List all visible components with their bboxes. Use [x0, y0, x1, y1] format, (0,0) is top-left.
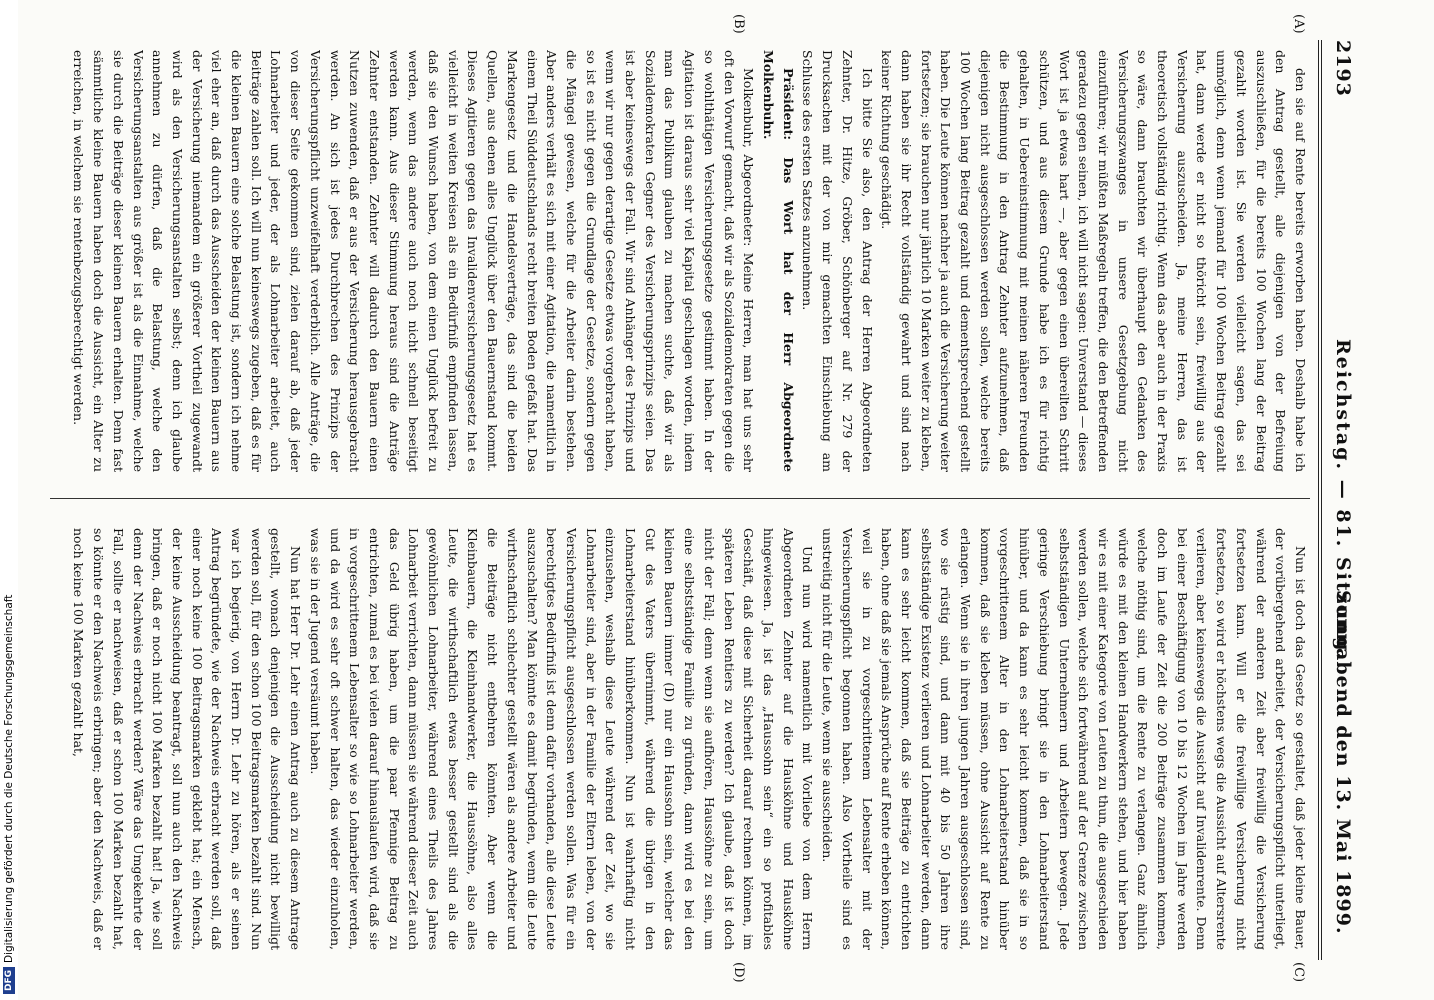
scanned-page: [18, 0, 1434, 1000]
margin-marker-c: (C): [1291, 962, 1306, 983]
digitization-notice: [0, 0, 18, 1000]
dfg-logo: DFG: [3, 967, 15, 994]
paragraph: Molkenbuhr, Abgeordneter: Meine Herren, man hat uns sehr oft den Vorwurf gemacht, daß wir als Sozialdemokraten gegen die so wohlthätigen Versicherungsgesetze gestimmt haben. In der Agitation ist daraus sehr viel Kapital geschlagen worden, indem man das Publikum glauben zu machen suchte, daß wir als Sozialdemokraten Gegner des Versicherungsprinzips seien. Das ist aber keineswegs der Fall. Wir sind Anhänger des Prinzips und wenn wir nur gegen derartige Gesetze etwas vorgebracht haben, so ist es nicht gegen die Grundlage der Gesetze, sondern gegen die Mängel gewesen, welche für die Arbeiter darin bestehen. Aber anders verhält es sich mit einer Agitation, die namentlich in einem Theil Süddeutschlands recht breiten Boden gefaßt hat. Das Markengesetz und die Handelsverträge, das sind die beiden Quellen, aus denen alles Unglück über den Bauernstand kommt. Dieses Agitieren gegen das Invalidenversicherungsgesetz hat es vielleicht in weiten Kreisen als ein Bedürfniß empfinden lassen, daß sie den Wunsch haben, von dem einen Unglück befreit zu werden, wenn das andere auch noch nicht schnell beseitigt werden kann. Aus dieser Stimmung heraus sind die Anträge Zehnter entstanden. Zehnter will dadurch den Bauern einen Nutzen zuwenden, daß er aus der Versicherung herausgebracht werden. An sich ist jedes Durchbrechen des Prinzips der Versicherungspflicht unzweifelhaft verderblich. Alle Anträge, die von dieser Seite gekommen sind, zielen darauf ab, daß jeder Lohnarbeiter und jeder, der als Lohnarbeiter arbeitet, auch Beiträge zahlen soll. Ich will nun keineswegs zugeben, daß es für die kleinen Bauern eine solche Belastung ist, sondern ich nehme viel eher an, daß durch das Ausscheiden der kleinen Bauern aus der Versicherung niemandem ein größerer Vortheil zugewandt wird als den Versicherungsanstalten selbst; denn ich glaube annehmen zu dürfen, daß die Belastung, welche den Versicherungsanstalten aus größer ist als die Einnahme, welche sie durch die Beiträge dieser kleinen Bauern erhalten. Denn fast sämmtliche kleine Bauern haben doch die Aussicht, ein Alter zu erreichen, in welchem sie rentenbezugsberechtigt werden.: [71, 50, 757, 472]
paragraph: Nun ist doch das Gesetz so gestaltet, daß jeder kleine Bauer, der vorübergehend arbeitet, der Versicherungspflicht unterliegt, während der anderen Zeit aber freiwillig die Versicherung fortsetzen kann. Will er die freiwillige Versicherung nicht fortsetzen, so wird er höchstens wegs die Aussicht auf Altersrente verlieren, aber keineswegs die Aussicht auf Invalidenrente. Denn bei einer Beschäftigung von 10 bis 12 Wochen im Jahre werden doch im Laufe der Zeit die 200 Beiträge zusammen kommen, welche nöthig sind, um die Rente zu verlangen. Ganz ähnlich würde es mit den kleinen Handwerkern stehen, und hier haben wir es mit einer Kategorie von Leuten zu thun, die ausgeschieden werden sollen, welche sich fortwährend auf der Grenze zwischen selbstständigen Unternehmern und Arbeitern bewegen. Jede geringe Verschiebung bringt sie in den Lohnarbeiterstand hinüber, und da kann es sehr leicht kommen, daß sie in so vorgeschrittenem Alter in den Lohnarbeiterstand hinüber kommen, daß sie kleben müssen, ohne Aussicht auf Rente zu erlangen. Wenn sie in ihren jungen Jahren ausgeschlossen sind, wo sie rüstig sind, und dann mit 40 bis 50 Jahren ihre selbstständige Existenz verlieren und Lohnarbeiter werden, dann kann es sehr leicht kommen, daß sie Beiträge zu entrichten haben, ohne daß sie jemals Ansprüche auf Rente erheben können, weil sie in zu vorgeschrittenem Lebensalter mit der Versicherungspflicht begonnen haben. Also Vortheile sind es unstreitig nicht für die Leute, wenn sie ausscheiden.: [820, 528, 1308, 950]
paragraph-president: Präsident: Das Wort hat der Herr Abgeordnete Molkenbuhr.: [761, 50, 796, 472]
page-title: Reichstag. — 81. Sitzung.: [1332, 338, 1354, 662]
paragraph: Nun hat Herr Dr. Lehr einen Antrag auch zu diesem Antrage gestellt, wonach denjenigen die Ausscheidung nicht bewilligt werden soll, für den schon 100 Beitragsmarken bezahlt sind. Nun war ich begierig, von Herrn Dr. Lehr zu hören, als er seinen Antrag begründete, wie der Nachweis erbracht werden soll, daß einer noch keine 100 Beitragsmarken geklebt hat; ein Mensch, der keine Ausscheidung beantragt, soll nun auch den Nachweis bringen, daß er noch nicht 100 Marken bezahlt hat! Ja, wie soll denn der Nachweis erbracht werden? Wäre das Umgekehrte der Fall, sollte er nachweisen, daß er schon 100 Marken bezahlt hat, so könnte er den Nachweis erbringen; aber den Nachweis, daß er noch keine 100 Marken gezahlt hat,: [71, 528, 304, 950]
margin-marker-d: (D): [731, 962, 746, 983]
paragraph: den sie auf Rente bereits erworben haben. Deshalb habe ich den Antrag gestellt, alle diejenigen von der Befreiung auszuschließen, für die bereits 100 Wochen lang der Beitrag gezahlt worden ist. Sie werden vielleicht sagen, das sei unmöglich, denn wenn jemand für 100 Wochen Beitrag gezahlt hat, dann werde er nicht so thöricht sein, freiwillig aus der Versicherung auszuscheiden. Ja, meine Herren, das ist theoretisch vollständig richtig. Wenn das aber auch in der Praxis so wäre, dann brauchten wir überhaupt den Gedanken des Versicherungszwanges in unsere Gesetzgebung nicht einzuführen; wir müßten Maßregeln treffen, die den Betreffenden geradezu gegen seinen, ich will nicht sagen: Unverstand — dieses Wort ist ja etwas hart —, aber gegen einen übereilten Schritt schützen, und aus diesem Grunde habe ich es für richtig gehalten, in Uebereinstimmung mit meinen näheren Freunden die Bestimmung in den Antrag Zehnter aufzunehmen, daß diejenigen nicht ausgeschlossen werden sollen, welche bereits 100 Wochen lang Beitrag gezahlt und dementsprechend gestellt haben. Die Leute können nachher ja auch die Versicherung weiter fortsetzen; sie brauchen nur jährlich 10 Marken weiter zu kleben, dann haben sie ihr Recht vollständig gewahrt und sind nach keiner Richtung geschädigt.: [879, 50, 1308, 472]
text-column-left: [50, 50, 1310, 472]
column-divider: [50, 498, 1310, 499]
margin-marker-a: (A): [1291, 14, 1306, 34]
header-rule: [1318, 40, 1322, 960]
rotated-page-content: [18, 0, 1434, 1000]
paragraph: Ich bitte Sie also, den Antrag der Herren Abgeordneten Zehnter, Dr. Hitze, Gröber, Schönberger auf Nr. 279 der Drucksachen mit der von mir gemachten Einschiebung am Schlusse des ersten Satzes anzunehmen.: [800, 50, 875, 472]
page-header: [1324, 40, 1360, 960]
paragraph: Und nun wird namentlich mit Vorliebe von dem Herrn Abgeordneten Zehnter auf die Hausköhne und Hausköhne hingewiesen. Ja, ist das „Haussohn sein“ ein so profitables Geschäft, daß diese mit Sicherheit darauf rechnen können, im späteren Leben Rentiers zu werden? Ich glaube, daß ist doch nicht der Fall; denn wenn sie aufhören, Haussöhne zu sein, um eine selbstständige Familie zu gründen, dann wird es bei den kleinen Bauern immer (D) nur ein Haussohn sein, welcher das Gut des Vaters übernimmt, während die übrigen in den Lohnarbeiterstand hinüberkommen. Nun ist wahrhaftig nicht einzusehen, weshalb diese Leute während der Zeit, wo sie Lohnarbeiter sind, aber in der Familie der Eltern leben, von der Versicherungspflicht ausgeschlossen werden sollen. Was für ein berechtigtes Bedürfniß ist denn dafür vorhanden, alle diese Leute auszuschalten? Man könnte es damit begründen, wenn die Leute wirthschaftlich schlechter gestellt wären als andere Arbeiter und die Beiträge nicht entbehren könnten. Aber wenn die Kleinbauern, die Kleinhandwerker, die Haussöhne, also alles Leute, die wirthschaftlich etwas besser gestellt sind als die gewöhnlichen Lohnarbeiter, während eines Theils des Jahres Lohnarbeit verrichten, dann müssen sie während dieser Zeit auch das Geld übrig haben, um die paar Pfennige Beitrag zu entrichten, zumal es bei vielen darauf hinauslaufen wird, daß sie in vorgeschrittenem Lebensalter so wie so Lohnarbeiter werden, und da wird es sehr oft schwer halten, das wieder einzuholen, was sie in der Jugend versäumt haben.: [307, 528, 816, 950]
digitization-sidebar: [0, 0, 18, 1000]
page-number: 2193: [1332, 40, 1354, 97]
margin-marker-b: (B): [731, 14, 746, 34]
digitization-notice-text: Digitalisierung gefördert durch die Deutsche Forschungsgemeinschaft: [3, 594, 15, 963]
text-column-right: [50, 528, 1310, 950]
session-date: Sonnabend den 13. Mai 1899.: [1332, 590, 1354, 935]
